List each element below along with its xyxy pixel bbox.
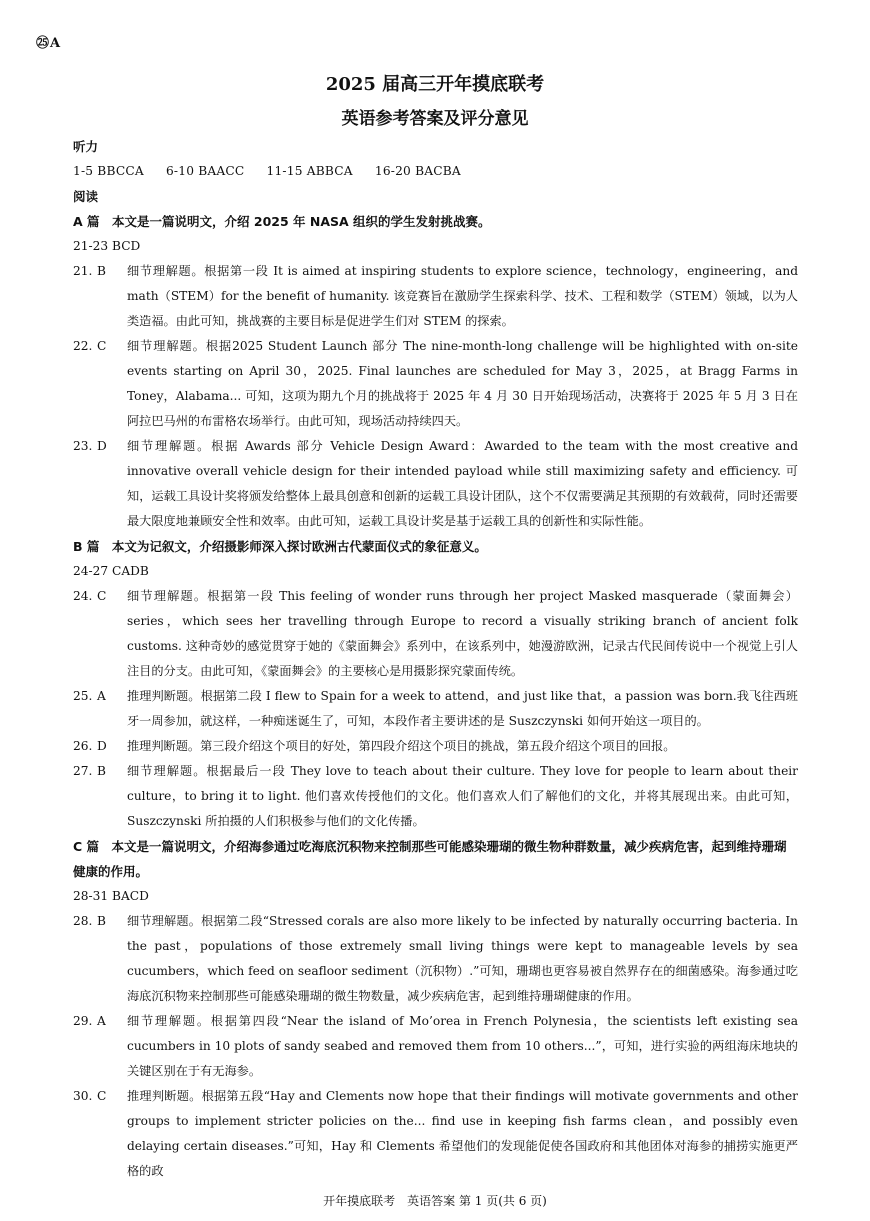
listening-heading: 听力 [73,139,99,154]
item-explanation: 细节理解题。根据2025 Student Launch 部分 The nine-month-long challenge will be highlighted with on-site events starting on April 30，2025. Final launches are scheduled for May 3，2025，at Bragg Farms in Toney，Alabama... 可知，这项为期九个月的挑战将于 2025 年 4 月 30 日开始现场活动，决赛将于 2025 年 5 月 3 日在阿拉巴马州的布雷格农场举行。由此可知，现场活动持续四天。 [127,339,798,428]
listening-answers [73,159,798,184]
page-subtitle: 英语参考答案及评分意见 [341,109,529,129]
listening-answer-group: 6-10 BAACC [165,164,245,178]
item-answer: A [97,689,106,703]
item-number: 24. [73,589,93,603]
item-answer: C [97,339,107,353]
item-answer: C [97,589,107,603]
item-number: 21. [73,264,93,278]
listening-answer-group: 1-5 BBCCA [73,164,144,178]
answer-item [73,1084,798,1184]
item-explanation: 细节理解题。根据 Awards 部分 Vehicle Design Award：Awarded to the team with the most creative and innovative overall vehicle design for their intended payload while still maximizing safety and efficiency. 可知，运载工具设计奖将颁发给整体上最具创意和创新的运载工具设计团队，这个不仅需要满足其预期的有效载荷，同时还需要最大限度地兼顾安全性和效率。由此可知，运载工具设计奖是基于运载工具的创新性和实际性能。 [127,439,798,528]
answer-item [73,334,798,434]
item-number: 28. [73,914,93,928]
answer-item [73,434,798,534]
listening-answer-group: 16-20 BACBA [374,164,461,178]
item-explanation: 细节理解题。根据最后一段 They love to teach about their culture. They love for people to learn about their culture，to bring it to light. 他们喜欢传授他们的文化。他们喜欢人们了解他们的文化，并将其展现出来。由此可知，Suszczynski 所拍摄的人们积极参与他们的文化传播。 [127,764,798,828]
document-body [73,134,798,1184]
corner-mark: ㉕A [36,36,62,51]
passage-b-range: 24-27 CADB [73,564,149,578]
passage-a-range: 21-23 BCD [73,239,141,253]
passage-c-heading: C 篇 本文是一篇说明文，介绍海参通过吃海底沉积物来控制那些可能感染珊瑚的微生物种群数量，减少疾病危害，起到维持珊瑚健康的作用。 [73,839,787,879]
item-answer: A [97,1014,106,1028]
item-number: 25. [73,689,93,703]
item-number: 23. [73,439,93,453]
passage-a-heading: A 篇 本文是一篇说明文，介绍 2025 年 NASA 组织的学生发射挑战赛。 [73,214,491,229]
item-answer: D [97,439,107,453]
answer-item [73,584,798,684]
item-answer: C [97,1089,107,1103]
listening-answer-group: 11-15 ABBCA [266,164,353,178]
item-number: 22. [73,339,93,353]
item-number: 30. [73,1089,93,1103]
page-title: 2025 届高三开年摸底联考 [325,74,545,95]
item-explanation: 细节理解题。根据第四段“Near the island of Mo’orea in French Polynesia，the scientists left existing sea cucumbers in 10 plots of sandy seabed and removed them from 10 others...”，可知，进行实验的两组海床地块的关键区别在于有无海参。 [127,1014,798,1078]
item-explanation: 细节理解题。根据第一段 It is aimed at inspiring students to explore science，technology，engineering，and math（STEM）for the benefit of humanity. 该竞赛旨在激励学生探索科学、技术、工程和数学（STEM）领域，以为人类造福。由此可知，挑战赛的主要目标是促进学生们对 STEM 的探索。 [127,264,798,328]
item-explanation: 推理判断题。根据第二段 I flew to Spain for a week to attend，and just like that，a passion was born.我飞往西班牙一周参加，就这样，一种痴迷诞生了，可知，本段作者主要讲述的是 Suszczynski 如何开始这一项目的。 [127,689,798,728]
item-explanation: 推理判断题。第三段介绍这个项目的好处，第四段介绍这个项目的挑战，第五段介绍这个项目的回报。 [127,739,676,753]
answer-item [73,684,798,734]
item-number: 27. [73,764,93,778]
item-answer: B [97,264,106,278]
item-explanation: 推理判断题。根据第五段“Hay and Clements now hope that their findings will motivate governments and other groups to implement stricter policies on the... find use in keeping fish farms clean，and possibly even delaying certain diseases.”可知，Hay 和 Clements 希望他们的发现能促使各国政府和其他团体对海参的捕捞实施更严格的政 [127,1089,798,1178]
item-answer: D [97,739,107,753]
passage-c-range: 28-31 BACD [73,889,149,903]
answer-item [73,1009,798,1084]
answer-item [73,259,798,334]
item-number: 29. [73,1014,93,1028]
item-number: 26. [73,739,93,753]
answer-item [73,759,798,834]
passage-b-heading: B 篇 本文为记叙文，介绍摄影师深入探讨欧洲古代蒙面仪式的象征意义。 [73,539,487,554]
item-explanation: 细节理解题。根据第一段 This feeling of wonder runs through her project Masked masquerade（蒙面舞会）series，which sees her travelling through Europe to record a visually striking branch of ancient folk customs. 这种奇妙的感觉贯穿于她的《蒙面舞会》系列中，在该系列中，她漫游欧洲，记录古代民间传说中一个视觉上引人注目的分支。由此可知，《蒙面舞会》的主要核心是用摄影探究蒙面传统。 [127,589,798,678]
page-footer: 开年摸底联考 英语答案 第 1 页(共 6 页) [323,1194,547,1208]
item-answer: B [97,764,106,778]
answer-item [73,909,798,1009]
answer-item [73,734,798,759]
reading-heading: 阅读 [73,189,99,204]
item-answer: B [97,914,106,928]
item-explanation: 细节理解题。根据第二段“Stressed corals are also more likely to be infected by naturally occurring bacteria. In the past，populations of those extremely small living things were kept to manageable levels by sea cucumbers，which feed on seafloor sediment（沉积物）.”可知，珊瑚也更容易被自然界存在的细菌感染。海参通过吃海底沉积物来控制那些可能感染珊瑚的微生物数量，减少疾病危害，起到维持珊瑚健康的作用。 [127,914,798,1003]
